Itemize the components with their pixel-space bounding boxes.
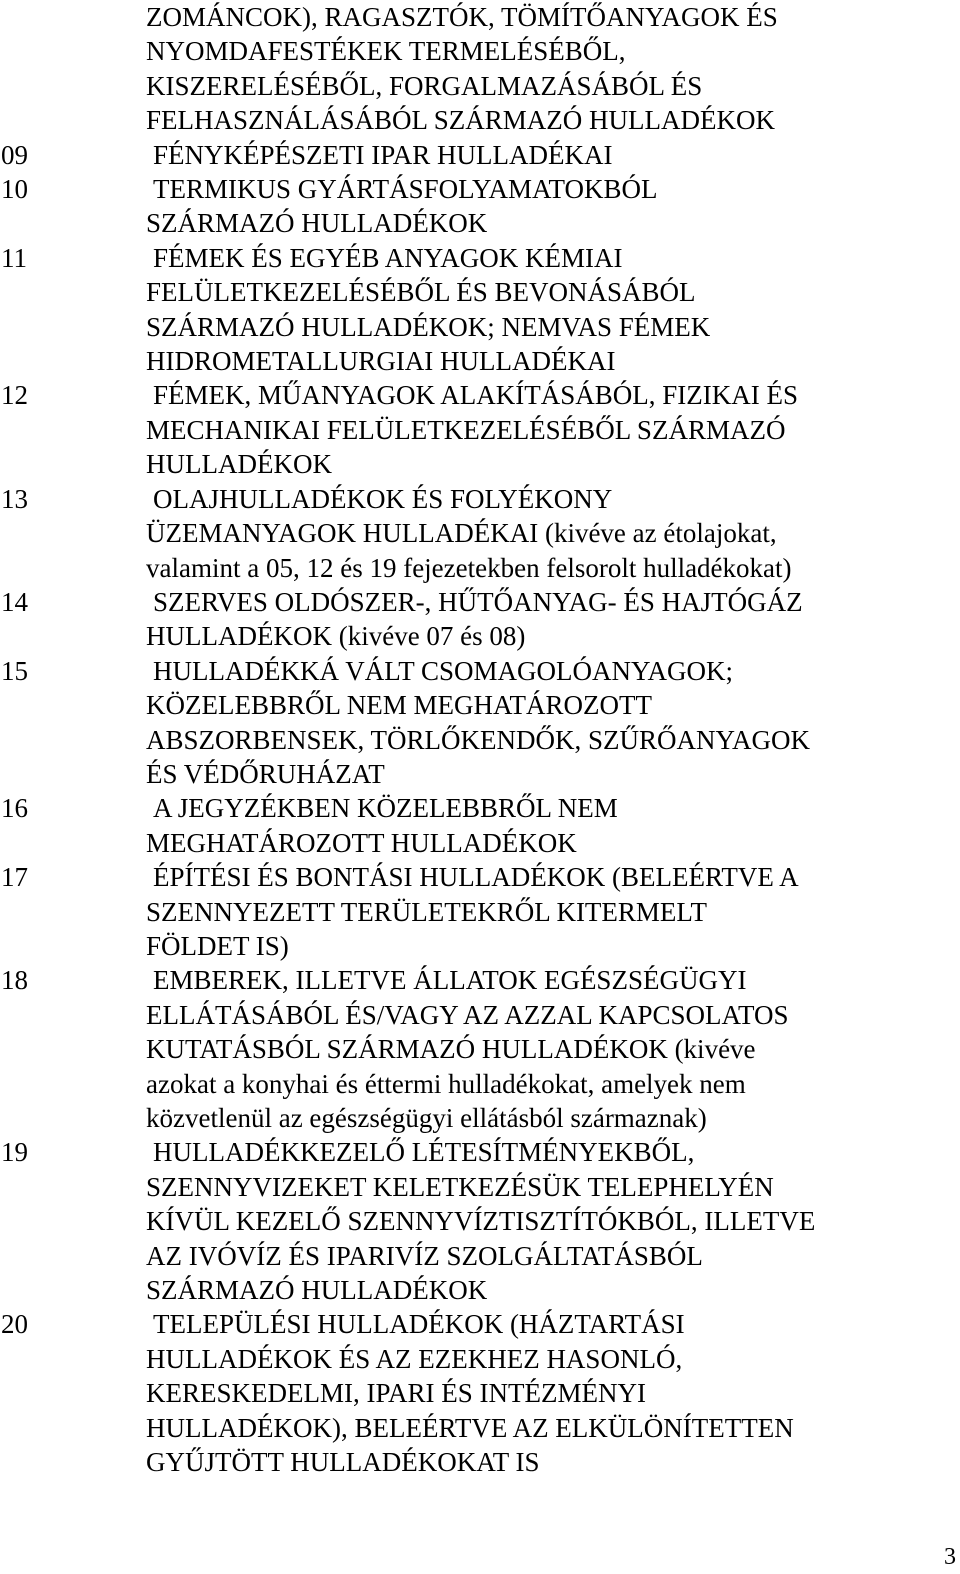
category-code: 16 [1, 793, 28, 824]
text-line: HULLADÉKKÁ VÁLT CSOMAGOLÓANYAGOK; [153, 655, 734, 686]
text-line: AZ IVÓVÍZ ÉS IPARIVÍZ SZOLGÁLTATÁSBÓL [146, 1240, 703, 1271]
waste-category-list [0, 138, 960, 1480]
text-line: valamint a 05, 12 és 19 fejezetekben felsorolt hulladékokat) [146, 552, 792, 583]
text-line: HULLADÉKOK ÉS AZ EZEKHEZ HASONLÓ, [146, 1343, 683, 1374]
category-title [146, 241, 946, 379]
waste-category-entry [0, 1307, 960, 1479]
text-line: FELHASZNÁLÁSÁBÓL SZÁRMAZÓ HULLADÉKOK [146, 105, 775, 136]
category-code: 19 [1, 1137, 28, 1168]
text-line: HULLADÉKOK), BELEÉRTVE AZ ELKÜLÖNÍTETTEN [146, 1412, 794, 1443]
category-code: 12 [1, 380, 28, 411]
category-code: 13 [1, 483, 28, 514]
text-line: FELÜLETKEZELÉSÉBŐL ÉS BEVONÁSÁBÓL [146, 277, 696, 308]
text-line: TERMIKUS GYÁRTÁSFOLYAMATOKBÓL [153, 174, 658, 205]
text-line: GYŰJTÖTT HULLADÉKOKAT IS [146, 1447, 540, 1478]
category-code: 20 [1, 1309, 28, 1340]
category-code: 18 [1, 965, 28, 996]
text-line: MEGHATÁROZOTT HULLADÉKOK [146, 827, 577, 858]
waste-category-entry [0, 654, 960, 792]
text-line: HULLADÉKKEZELŐ LÉTESÍTMÉNYEKBŐL, [153, 1137, 695, 1168]
category-title [146, 138, 946, 172]
category-code: 15 [1, 655, 28, 686]
text-line: SZENNYVIZEKET KELETKEZÉSÜK TELEPHELYÉN [146, 1171, 774, 1202]
text-line: FÉNYKÉPÉSZETI IPAR HULLADÉKAI [153, 139, 613, 170]
text-line: KÍVÜL KEZELŐ SZENNYVÍZTISZTÍTÓKBÓL, ILLETVE [146, 1206, 816, 1237]
text-line: SZERVES OLDÓSZER-, HŰTŐANYAG- ÉS HAJTÓGÁZ [153, 586, 803, 617]
category-title [146, 860, 946, 963]
category-title [146, 963, 946, 1135]
waste-category-entry [0, 963, 960, 1135]
category-title [146, 585, 946, 654]
text-line: közvetlenül az egészségügyi ellátásból származnak) [146, 1103, 707, 1133]
waste-category-entry [0, 172, 960, 241]
text-line: KUTATÁSBÓL SZÁRMAZÓ HULLADÉKOK (kivéve [146, 1034, 756, 1065]
category-code: 17 [1, 862, 28, 893]
text-line: FÖLDET IS) [146, 930, 289, 961]
text-line: KISZERELÉSÉBŐL, FORGALMAZÁSÁBÓL ÉS [146, 70, 703, 101]
waste-category-entry [0, 585, 960, 654]
category-title [146, 482, 946, 585]
text-line: ZOMÁNCOK), RAGASZTÓK, TÖMÍTŐANYAGOK ÉS [146, 2, 778, 32]
category-title [146, 378, 946, 481]
text-line: azokat a konyhai és éttermi hulladékokat, amelyek nem [146, 1068, 746, 1099]
continued-entry-text [146, 0, 946, 138]
text-line: HIDROMETALLURGIAI HULLADÉKAI [146, 346, 616, 377]
category-code: 14 [1, 586, 28, 617]
text-line: FÉMEK ÉS EGYÉB ANYAGOK KÉMIAI [153, 242, 623, 273]
text-line: OLAJHULLADÉKOK ÉS FOLYÉKONY [153, 483, 613, 514]
waste-category-entry [0, 241, 960, 379]
text-line: SZENNYEZETT TERÜLETEKRŐL KITERMELT [146, 896, 707, 927]
text-line: A JEGYZÉKBEN KÖZELEBBRŐL NEM [153, 793, 618, 824]
category-code: 09 [1, 139, 28, 170]
category-title [146, 1135, 946, 1307]
text-line: SZÁRMAZÓ HULLADÉKOK [146, 208, 488, 239]
text-line: KÖZELEBBRŐL NEM MEGHATÁROZOTT [146, 690, 652, 721]
text-line: SZÁRMAZÓ HULLADÉKOK [146, 1275, 488, 1306]
text-line: SZÁRMAZÓ HULLADÉKOK; NEMVAS FÉMEK [146, 311, 711, 342]
text-line: ABSZORBENSEK, TÖRLŐKENDŐK, SZŰRŐANYAGOK [146, 724, 811, 755]
waste-category-entry [0, 482, 960, 585]
category-code: 11 [1, 242, 27, 273]
waste-category-entry [0, 378, 960, 481]
text-line: ÜZEMANYAGOK HULLADÉKAI (kivéve az étolajokat, [146, 518, 777, 549]
category-code: 10 [1, 174, 28, 205]
category-title [146, 1307, 946, 1479]
category-title [146, 791, 946, 860]
text-line: TELEPÜLÉSI HULLADÉKOK (HÁZTARTÁSI [153, 1309, 685, 1340]
category-title [146, 654, 946, 792]
text-line: MECHANIKAI FELÜLETKEZELÉSÉBŐL SZÁRMAZÓ [146, 414, 786, 445]
text-line: ELLÁTÁSÁBÓL ÉS/VAGY AZ AZZAL KAPCSOLATOS [146, 999, 789, 1030]
waste-category-entry [0, 1135, 960, 1307]
text-line: ÉPÍTÉSI ÉS BONTÁSI HULLADÉKOK (BELEÉRTVE A [153, 862, 799, 893]
waste-category-entry [0, 138, 960, 172]
text-line: FÉMEK, MŰANYAGOK ALAKÍTÁSÁBÓL, FIZIKAI ÉS [153, 380, 798, 411]
waste-category-entry [0, 860, 960, 963]
text-line: KERESKEDELMI, IPARI ÉS INTÉZMÉNYI [146, 1378, 646, 1409]
category-title [146, 172, 946, 241]
page-number: 3 [944, 1544, 956, 1570]
text-line: EMBEREK, ILLETVE ÁLLATOK EGÉSZSÉGÜGYI [153, 965, 747, 996]
text-line: NYOMDAFESTÉKEK TERMELÉSÉBŐL, [146, 36, 626, 67]
text-line: ÉS VÉDŐRUHÁZAT [146, 758, 385, 789]
text-line: HULLADÉKOK (kivéve 07 és 08) [146, 621, 526, 652]
waste-category-entry [0, 791, 960, 860]
text-line: HULLADÉKOK [146, 449, 332, 480]
